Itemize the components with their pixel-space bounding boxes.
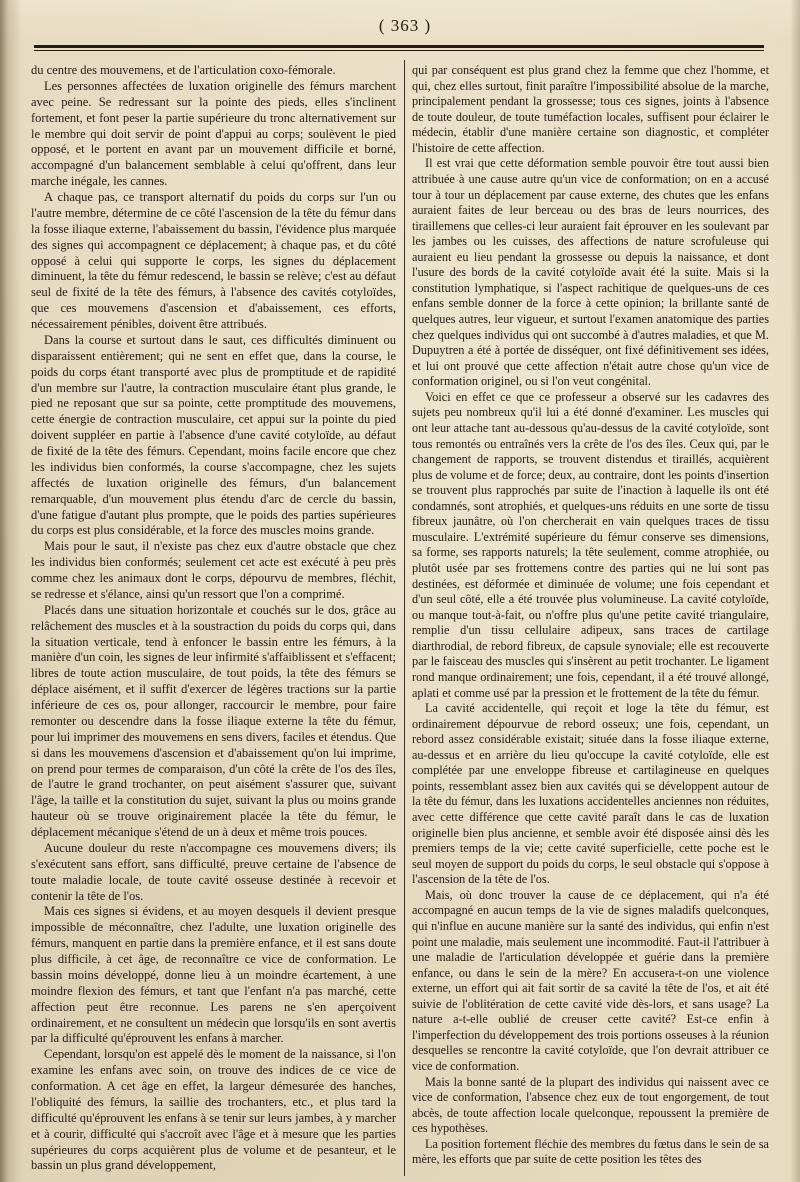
paragraph: Mais pour le saut, il n'existe pas chez eux d'autre obstacle que chez les individus bien conformés; seulement cet acte est exécuté à peu près comme chez les animaux dont le corps, dépourvu de membres, fléchit, se redresse et s'élance, ainsi qu'un ressort que l'on a comprimé.: [31, 539, 396, 601]
paragraph: Mais la bonne santé de la plupart des individus qui naissent avec ce vice de conformation, l'absence chez eux de tout engorgement, de tout abcès, de toute affection locale quelconque, repoussent la première de ces hypothèses.: [412, 1074, 769, 1136]
right-column: [412, 63, 769, 1175]
paragraph: A chaque pas, ce transport alternatif du poids du corps sur l'un ou l'autre membre, détermine de ce côté l'ascension de la tête du fémur dans la fosse iliaque externe, l'abaissement du bassin, l'évidence plus marquée des signes qui accompagnent ce déplacement; à chaque pas, et du côté opposé à celui qui supporte le corps, les signes du déplacement diminuent, la tête du fémur redescend, le bassin se relève; c'est au défaut seul de fixité de la tête des fémurs, à l'absence des cavités cotyloïdes, que ces mouvemens d'ascension et d'abaissement, ces efforts, nécessairement pénibles, doivent être attribués.: [31, 190, 396, 331]
left-column: [31, 63, 396, 1175]
paragraph: Voici en effet ce que ce professeur a observé sur les cadavres des sujets peu nombreux qu'il lui a été donné d'examiner. Les muscles qui ont leur attache tant au-dessous qu'au-dessus de la cavité cotyloïde, sont tous remontés ou entraînés vers la crête de l'os des îles. Ceux qui, par le changement de rapports, se trouvent distendus et tiraillés, acquièrent plus de volume et de force; deux, au contraire, dont les points d'insertion se trouvent plus rapprochés par suite de l'inaction à laquelle ils ont été condamnés, sont atrophiés, et quelques-uns réduits en une sorte de tissu fibreux jaunâtre, où l'on chercherait en vain quelques traces de tissu musculaire. L'extrémité supérieure du fémur conserve ses dimensions, sa forme, ses rapports naturels; la tête seulement, comme atrophiée, ou plutôt usée par ses frottemens contre des parties qui ne lui sont pas destinées, est déformée et diminuée de volume; une fois cependant et d'un seul côté, elle a été trouvée plus volumineuse. La cavité cotyloïde, ou manque tout-à-fait, ou n'offre plus qu'une petite cavité triangulaire, remplie d'un tissu cellulaire adipeux, sans traces de cartilage diarthrodial, de rebord fibreux, de capsule synoviale; elle est recouverte par le faisceau des muscles qui s'insèrent au petit trochanter. Le ligament rond manque ordinairement; une fois, cependant, il a été trouvé allongé, aplati et comme usé par la pression et le frottement de la tête du fémur.: [412, 389, 769, 700]
paragraph: La cavité accidentelle, qui reçoit et loge la tête du fémur, est ordinairement dépourvue de rebord osseux; une fois, cependant, un rebord assez considérable existait; située dans la fosse iliaque externe, au-dessus et en arrière du lieu qu'occupe la cavité cotyloïde, elle est complétée par une enveloppe fibreuse et cartilagineuse en quelques points, ressemblant assez bien aux cavités qui se développent autour de la tête du fémur, dans les luxations accidentelles anciennes non réduites, avec cette différence que cette cavité paraît dans le cas de luxation originelle bien plus ancienne, et semble avoir été disposée ainsi dès les premiers temps de la vie; cette cavité superficielle, cette poche est le seul moyen de support du poids du corps, le seul obstacle qui s'oppose à l'ascension de la tête de l'os.: [412, 701, 769, 887]
paragraph: Placés dans une situation horizontale et couchés sur le dos, grâce au relâchement des muscles et à la soustraction du poids du corps qui, dans la situation verticale, tend à enfoncer le bassin entre les fémurs, à la manière d'un coin, les signes de leur infirmité s'affaiblissent et s'effacent; libres de toute action musculaire, de tout poids, la tête des fémurs se déplace aisément, et il suffit d'exercer de légères tractions sur la partie inférieure de ces os, pour allonger, raccourcir le membre, pour faire remonter ou descendre dans la fosse iliaque externe la tête du fémur, pour lui imprimer des mouvemens en sens divers, faciles et étendus. Que si dans les mouvemens d'ascension et d'abaissement qu'on lui imprime, on prend pour termes de comparaison, d'un côté la crête de l'os des îles, de l'autre le grand trochanter, on peut aisément s'assurer que, suivant l'âge, la taille et la constitution du sujet, suivant la plus ou moins grande hauteur où se trouve originairement placée la tête du fémur, le déplacement mécanique s'étend de un à deux et même trois pouces.: [31, 602, 396, 839]
header-double-rule: [34, 45, 764, 51]
page-number: ( 363 ): [378, 16, 432, 35]
paragraph: qui par conséquent est plus grand chez la femme que chez l'homme, et qui, chez elles surtout, finit paraître l'impossibilité absolue de la marche, principalement pendant la grossesse; tous ces signes, joints à l'absence de toute douleur, de toute tuméfaction locales, suffisent pour éclairer le médecin, établir d'une manière certaine son diagnostic, et compléter l'histoire de cette affection.: [412, 63, 769, 155]
paragraph: Cependant, lorsqu'on est appelé dès le moment de la naissance, si l'on examine les enfans avec soin, on trouve des indices de ce vice de conformation. A cet âge en effet, la largeur démesurée des hanches, l'obliquité des fémurs, la saillie des trochanters, etc., et plus tard la difficulté qu'éprouvent les enfans à se tenir sur leurs jambes, à y marcher et à courir, difficulté qui s'accroît avec l'âge et à mesure que les parties supérieures du corps acquièrent plus de volume et de pesanteur, et le bassin un plus grand développement,: [31, 1047, 396, 1173]
column-divider: [404, 60, 405, 1176]
paragraph: Mais, où donc trouver la cause de ce déplacement, qui n'a été accompagné en aucun temps de la vie de signes maladifs quelconques, qui n'influe en aucune manière sur la santé des individus, qui enfin n'est point une maladie, mais seulement une incommodité. Faut-il l'attribuer à une maladie de l'articulation développée et guérie dans la première enfance, ou dans le sein de la mère? En accusera-t-on une violence externe, un effort qui ait fait sortir de sa cavité la tête de l'os, et ait été suivie de l'oblitération de cette cavité vide dès-lors, et sans usage? La nature a-t-elle oublié de creuser cette cavité? Est-ce enfin à l'imperfection du développement des trois portions osseuses à la réunion desquelles se rencontre la cavité cotyloïde, que l'on devrait attribuer ce vice de conformation.: [412, 887, 769, 1073]
paragraph: Il est vrai que cette déformation semble pouvoir être tout aussi bien attribuée à une cause autre qu'un vice de conformation; on en a accusé tour à tour un déplacement par cause externe, des chutes que les enfans auraient faites de leur berceau ou des bras de leurs nourrices, des tiraillemens que celles-ci leur auraient fait éprouver en les soulevant par les jambes ou les cuisses, des affections de nature scrofuleuse qui auraient eu lieu pendant la grossesse ou depuis la naissance, et dont l'usure des bords de la cavité cotyloïde avait été la suite. Mais si la constitution lymphatique, si l'aspect rachitique de quelques-uns de ces enfans semble donner de la force à cette opinion; la brillante santé de quelques autres, leur vigueur, et surtout l'examen anatomique des parties chez quelques individus qui ont succombé à d'autres maladies, et que M. Dupuytren a été à portée de disséquer, ont fixé définitivement ses idées, et lui ont prouvé que cette affection n'était autre chose qu'un vice de conformation originel, ou si l'on veut congénital.: [412, 156, 769, 389]
paragraph: La position fortement fléchie des membres du fœtus dans le sein de sa mère, les efforts que par suite de cette position les têtes des: [412, 1136, 769, 1167]
paragraph: Dans la course et surtout dans le saut, ces difficultés diminuent ou disparaissent entièrement; qui ne sent en effet que, dans la course, le poids du corps étant transporté avec plus de promptitude et de rapidité d'un membre sur l'autre, la contraction musculaire étant plus grande, le pied ne reposant que sur sa pointe, cette promptitude des mouvemens, cette énergie de contraction musculaire, cet appui sur la pointe du pied doivent suppléer en partie à l'absence d'une cavité cotyloïde, au défaut de fixité de la tête des fémurs. Cependant, moins facile encore que chez les individus bien conformés, la course s'accompagne, chez les sujets affectés de luxation originelle des fémurs, d'un balancement remarquable, d'un mouvement plus étendu d'arc de cercle du bassin, d'une fatigue d'autant plus prompte, que le poids des parties supérieures du corps est plus considérable, et la force des muscles moins grande.: [31, 332, 396, 538]
paragraph: Les personnes affectées de luxation originelle des fémurs marchent avec peine. Se redressant sur la pointe des pieds, elles s'inclinent fortement, et font peser la partie supérieure du tronc alternativement sur le membre qui doit servir de point d'appui au corps; soulèvent le pied opposé, et le portent en avant par un mouvement difficile et borné, accompagné d'un balancement semblable à celui qu'offrent, dans leur marche inégale, les cannes.: [31, 78, 396, 189]
paragraph: Mais ces signes si évidens, et au moyen desquels il devient presque impossible de méconnaître, chez l'adulte, une luxation originelle des fémurs, manquent en partie dans la première enfance, et il est sans doute plus difficile, à cet âge, de reconnaître ce vice de conformation. Le bassin moins développé, donne lieu à un moindre écartement, à une moindre flexion des fémurs, et tant que l'enfant n'a pas marché, cette affection peut être reconnue. Les parens ne s'en aperçoivent ordinairement, et ne consultent un médecin que lorsqu'ils en sont avertis par la difficulté qu'éprouvent les enfans à marcher.: [31, 904, 396, 1046]
paragraph: Aucune douleur du reste n'accompagne ces mouvemens divers; ils s'exécutent sans effort, sans difficulté, preuve certaine de l'absence de toute maladie locale, de toute cavité osseuse destinée à recevoir et contenir la tête de l'os.: [31, 840, 396, 903]
paragraph: du centre des mouvemens, et de l'articulation coxo-fémorale.: [31, 63, 336, 77]
